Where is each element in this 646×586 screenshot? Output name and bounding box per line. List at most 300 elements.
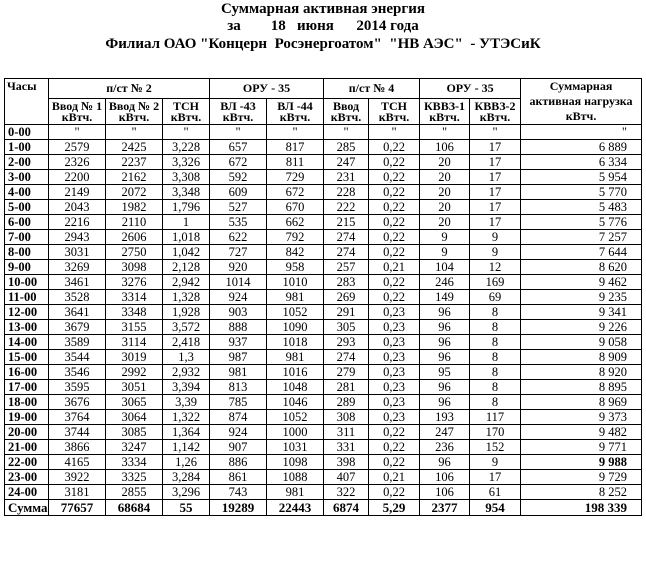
column-header-unit: кВтч.: [170, 109, 202, 124]
column-header: [267, 99, 324, 125]
value-cell: 0,22: [369, 155, 420, 170]
column-header-unit: кВтч.: [429, 109, 460, 124]
table-row: [5, 395, 642, 410]
value-cell: 3744: [49, 425, 106, 440]
total-cell: 8 252: [521, 485, 642, 500]
table-row: [5, 305, 642, 320]
table-row: [5, 335, 642, 350]
value-cell: ": [210, 125, 267, 140]
column-header-unit: кВтч.: [378, 109, 410, 124]
value-cell: 8: [470, 365, 521, 380]
value-cell: 281: [324, 380, 369, 395]
value-cell: 0,22: [369, 290, 420, 305]
value-cell: 3595: [49, 380, 106, 395]
value-cell: 3314: [106, 290, 163, 305]
column-header-name: КВВЗ-1: [423, 98, 466, 113]
value-cell: 743: [210, 485, 267, 500]
value-cell: 1016: [267, 365, 324, 380]
value-cell: 3247: [106, 440, 163, 455]
table-row: [5, 170, 642, 185]
value-cell: 68684: [106, 500, 163, 516]
value-cell: 3,572: [163, 320, 210, 335]
value-cell: 2162: [106, 170, 163, 185]
value-cell: 1088: [267, 470, 324, 485]
value-cell: 17: [470, 200, 521, 215]
value-cell: 0,23: [369, 350, 420, 365]
value-cell: 0,22: [369, 485, 420, 500]
value-cell: 657: [210, 140, 267, 155]
table-row: [5, 260, 642, 275]
value-cell: 3679: [49, 320, 106, 335]
value-cell: 0,22: [369, 200, 420, 215]
sum-row: [5, 500, 642, 516]
hour-cell: 5-00: [5, 200, 49, 215]
value-cell: 247: [324, 155, 369, 170]
total-cell: 8 895: [521, 380, 642, 395]
table-row: [5, 185, 642, 200]
value-cell: 3764: [49, 410, 106, 425]
value-cell: 0,22: [369, 230, 420, 245]
value-cell: 20: [420, 215, 470, 230]
value-cell: 861: [210, 470, 267, 485]
value-cell: 96: [420, 380, 470, 395]
value-cell: 0,23: [369, 410, 420, 425]
value-cell: 1052: [267, 410, 324, 425]
value-cell: 285: [324, 140, 369, 155]
value-cell: 106: [420, 485, 470, 500]
value-cell: 311: [324, 425, 369, 440]
total-cell: 9 226: [521, 320, 642, 335]
total-cell: 198 339: [521, 500, 642, 516]
total-cell: 8 620: [521, 260, 642, 275]
value-cell: 17: [470, 215, 521, 230]
value-cell: 622: [210, 230, 267, 245]
hours-header: Часы: [5, 79, 49, 125]
value-cell: 874: [210, 410, 267, 425]
table-row: [5, 245, 642, 260]
hour-cell: 4-00: [5, 185, 49, 200]
total-header: Суммарная активная нагрузка кВтч.: [521, 79, 642, 125]
value-cell: 1010: [267, 275, 324, 290]
column-header: [369, 99, 420, 125]
value-cell: 888: [210, 320, 267, 335]
table-row: [5, 440, 642, 455]
value-cell: 274: [324, 350, 369, 365]
report-organization: Филиал ОАО "Концерн Росэнергоатом" "НВ АЭС" - УТЭСиК: [105, 36, 541, 52]
value-cell: 0,22: [369, 440, 420, 455]
value-cell: 2149: [49, 185, 106, 200]
column-header: [324, 99, 369, 125]
total-cell: 6 334: [521, 155, 642, 170]
value-cell: 842: [267, 245, 324, 260]
value-cell: 170: [470, 425, 521, 440]
value-cell: 8: [470, 380, 521, 395]
value-cell: 3589: [49, 335, 106, 350]
column-header-unit: кВтч.: [222, 109, 254, 124]
value-cell: 2579: [49, 140, 106, 155]
value-cell: 2200: [49, 170, 106, 185]
value-cell: 1,142: [163, 440, 210, 455]
value-cell: 77657: [49, 500, 106, 516]
value-cell: 2237: [106, 155, 163, 170]
value-cell: 785: [210, 395, 267, 410]
value-cell: 231: [324, 170, 369, 185]
total-cell: 9 058: [521, 335, 642, 350]
value-cell: 96: [420, 305, 470, 320]
value-cell: 592: [210, 170, 267, 185]
table-row: [5, 215, 642, 230]
column-header-unit: кВтч.: [61, 109, 93, 124]
value-cell: 672: [267, 185, 324, 200]
value-cell: 3031: [49, 245, 106, 260]
value-cell: 274: [324, 230, 369, 245]
value-cell: 12: [470, 260, 521, 275]
value-cell: 2943: [49, 230, 106, 245]
total-cell: 5 483: [521, 200, 642, 215]
value-cell: 305: [324, 320, 369, 335]
value-cell: 0,22: [369, 425, 420, 440]
value-cell: 2216: [49, 215, 106, 230]
hour-cell: 15-00: [5, 350, 49, 365]
value-cell: 3,296: [163, 485, 210, 500]
hour-cell: 11-00: [5, 290, 49, 305]
value-cell: 1031: [267, 440, 324, 455]
value-cell: 1,26: [163, 455, 210, 470]
value-cell: 3922: [49, 470, 106, 485]
column-header: [163, 99, 210, 125]
total-cell: 9 462: [521, 275, 642, 290]
value-cell: 0,22: [369, 170, 420, 185]
total-cell: 8 920: [521, 365, 642, 380]
value-cell: 3,284: [163, 470, 210, 485]
value-cell: 3325: [106, 470, 163, 485]
value-cell: 0,23: [369, 380, 420, 395]
value-cell: 8: [470, 335, 521, 350]
column-header-name: ТСН: [381, 98, 408, 113]
hour-cell: 2-00: [5, 155, 49, 170]
value-cell: 269: [324, 290, 369, 305]
table-row: [5, 380, 642, 395]
value-cell: 958: [267, 260, 324, 275]
value-cell: 291: [324, 305, 369, 320]
value-cell: 69: [470, 290, 521, 305]
column-header-name: Ввод № 1: [51, 98, 103, 113]
hour-cell: 0-00: [5, 125, 49, 140]
table-row: [5, 365, 642, 380]
value-cell: 20: [420, 185, 470, 200]
value-cell: 1982: [106, 200, 163, 215]
value-cell: 61: [470, 485, 521, 500]
value-cell: 3546: [49, 365, 106, 380]
value-cell: 0,23: [369, 335, 420, 350]
table-row: [5, 350, 642, 365]
value-cell: 954: [470, 500, 521, 516]
value-cell: 96: [420, 335, 470, 350]
value-cell: 20: [420, 200, 470, 215]
total-cell: 9 988: [521, 455, 642, 470]
value-cell: 817: [267, 140, 324, 155]
value-cell: 727: [210, 245, 267, 260]
value-cell: 17: [470, 470, 521, 485]
value-cell: 2,128: [163, 260, 210, 275]
value-cell: ": [49, 125, 106, 140]
value-cell: 3,308: [163, 170, 210, 185]
value-cell: 3051: [106, 380, 163, 395]
value-cell: 246: [420, 275, 470, 290]
value-cell: 981: [210, 365, 267, 380]
value-cell: 1046: [267, 395, 324, 410]
value-cell: 1052: [267, 305, 324, 320]
value-cell: 117: [470, 410, 521, 425]
group-header-oru35-b: ОРУ - 35: [420, 79, 521, 99]
value-cell: ": [420, 125, 470, 140]
value-cell: 169: [470, 275, 521, 290]
total-cell: 5 776: [521, 215, 642, 230]
total-cell: 9 235: [521, 290, 642, 305]
value-cell: 3641: [49, 305, 106, 320]
value-cell: ": [267, 125, 324, 140]
column-header: [106, 99, 163, 125]
value-cell: 0,23: [369, 365, 420, 380]
total-cell: 6 889: [521, 140, 642, 155]
value-cell: 2,942: [163, 275, 210, 290]
column-header: [470, 99, 521, 125]
total-cell: 9 341: [521, 305, 642, 320]
value-cell: 527: [210, 200, 267, 215]
value-cell: 4165: [49, 455, 106, 470]
value-cell: ": [470, 125, 521, 140]
value-cell: 96: [420, 455, 470, 470]
column-header-name: Ввод № 2: [108, 98, 160, 113]
hour-cell: 22-00: [5, 455, 49, 470]
value-cell: 19289: [210, 500, 267, 516]
value-cell: 22443: [267, 500, 324, 516]
value-cell: 3181: [49, 485, 106, 500]
total-cell: 9 373: [521, 410, 642, 425]
value-cell: 193: [420, 410, 470, 425]
total-cell: ": [521, 125, 642, 140]
value-cell: 1048: [267, 380, 324, 395]
hour-cell: 20-00: [5, 425, 49, 440]
column-header: [420, 99, 470, 125]
value-cell: 96: [420, 350, 470, 365]
total-cell: 8 969: [521, 395, 642, 410]
value-cell: 2043: [49, 200, 106, 215]
value-cell: 3085: [106, 425, 163, 440]
value-cell: 0,23: [369, 320, 420, 335]
table-body: [5, 125, 642, 516]
value-cell: 3276: [106, 275, 163, 290]
column-header-name: Ввод: [332, 98, 360, 113]
value-cell: 257: [324, 260, 369, 275]
value-cell: 17: [470, 185, 521, 200]
value-cell: 3098: [106, 260, 163, 275]
total-cell: 8 909: [521, 350, 642, 365]
value-cell: 2326: [49, 155, 106, 170]
value-cell: 9: [470, 245, 521, 260]
value-cell: 1: [163, 215, 210, 230]
table-row: [5, 275, 642, 290]
value-cell: 247: [420, 425, 470, 440]
value-cell: 55: [163, 500, 210, 516]
value-cell: 2606: [106, 230, 163, 245]
value-cell: 3866: [49, 440, 106, 455]
value-cell: 1000: [267, 425, 324, 440]
value-cell: 3114: [106, 335, 163, 350]
value-cell: 535: [210, 215, 267, 230]
value-cell: 3348: [106, 305, 163, 320]
hour-cell: 17-00: [5, 380, 49, 395]
hour-cell: 19-00: [5, 410, 49, 425]
value-cell: 811: [267, 155, 324, 170]
hour-cell: 12-00: [5, 305, 49, 320]
value-cell: 96: [420, 395, 470, 410]
value-cell: 937: [210, 335, 267, 350]
column-header: [49, 99, 106, 125]
hour-cell: 14-00: [5, 335, 49, 350]
hour-cell: 8-00: [5, 245, 49, 260]
value-cell: 9: [420, 245, 470, 260]
value-cell: 981: [267, 290, 324, 305]
value-cell: 981: [267, 485, 324, 500]
value-cell: 1,796: [163, 200, 210, 215]
value-cell: 0,21: [369, 260, 420, 275]
value-cell: 9: [470, 455, 521, 470]
value-cell: 3,348: [163, 185, 210, 200]
value-cell: 2425: [106, 140, 163, 155]
value-cell: 0,21: [369, 470, 420, 485]
value-cell: 407: [324, 470, 369, 485]
value-cell: 3064: [106, 410, 163, 425]
value-cell: 5,29: [369, 500, 420, 516]
value-cell: 152: [470, 440, 521, 455]
value-cell: 289: [324, 395, 369, 410]
table-row: [5, 410, 642, 425]
value-cell: 1098: [267, 455, 324, 470]
value-cell: 987: [210, 350, 267, 365]
value-cell: 0,22: [369, 215, 420, 230]
value-cell: 331: [324, 440, 369, 455]
value-cell: 907: [210, 440, 267, 455]
table-row: [5, 155, 642, 170]
hour-cell: 6-00: [5, 215, 49, 230]
hour-cell: 13-00: [5, 320, 49, 335]
hour-cell: 10-00: [5, 275, 49, 290]
group-header-ps4: п/ст № 4: [324, 79, 420, 99]
value-cell: 813: [210, 380, 267, 395]
table-row: [5, 455, 642, 470]
value-cell: 0,23: [369, 305, 420, 320]
hour-cell: 7-00: [5, 230, 49, 245]
value-cell: 1018: [267, 335, 324, 350]
value-cell: 2992: [106, 365, 163, 380]
value-cell: 8: [470, 350, 521, 365]
value-cell: 3,394: [163, 380, 210, 395]
value-cell: 924: [210, 290, 267, 305]
hour-cell: 24-00: [5, 485, 49, 500]
total-cell: 7 257: [521, 230, 642, 245]
table-row: [5, 230, 642, 245]
value-cell: 3065: [106, 395, 163, 410]
value-cell: 2377: [420, 500, 470, 516]
value-cell: 104: [420, 260, 470, 275]
value-cell: 1,364: [163, 425, 210, 440]
hour-cell: 18-00: [5, 395, 49, 410]
value-cell: 95: [420, 365, 470, 380]
value-cell: 729: [267, 170, 324, 185]
value-cell: 279: [324, 365, 369, 380]
value-cell: 274: [324, 245, 369, 260]
value-cell: 981: [267, 350, 324, 365]
value-cell: 293: [324, 335, 369, 350]
value-cell: ": [106, 125, 163, 140]
column-header-name: КВВЗ-2: [474, 98, 516, 113]
hour-cell: 21-00: [5, 440, 49, 455]
value-cell: 1090: [267, 320, 324, 335]
value-cell: 308: [324, 410, 369, 425]
value-cell: 1,042: [163, 245, 210, 260]
table-row: [5, 140, 642, 155]
value-cell: 924: [210, 425, 267, 440]
group-header-ps2: п/ст № 2: [49, 79, 210, 99]
value-cell: 3,39: [163, 395, 210, 410]
value-cell: 1,928: [163, 305, 210, 320]
value-cell: 3334: [106, 455, 163, 470]
value-cell: 2072: [106, 185, 163, 200]
value-cell: 3155: [106, 320, 163, 335]
value-cell: 8: [470, 395, 521, 410]
hour-cell: 23-00: [5, 470, 49, 485]
value-cell: 3,228: [163, 140, 210, 155]
table-row: [5, 320, 642, 335]
total-cell: 5 954: [521, 170, 642, 185]
group-header-oru35-a: ОРУ - 35: [210, 79, 324, 99]
value-cell: 886: [210, 455, 267, 470]
sum-label: Сумма: [5, 500, 49, 516]
value-cell: 0,22: [369, 185, 420, 200]
value-cell: 236: [420, 440, 470, 455]
hour-cell: 9-00: [5, 260, 49, 275]
column-header-unit: кВтч.: [330, 109, 362, 124]
value-cell: 2750: [106, 245, 163, 260]
value-cell: 322: [324, 485, 369, 500]
value-cell: 8: [470, 305, 521, 320]
table-row: [5, 425, 642, 440]
value-cell: 96: [420, 320, 470, 335]
column-header-name: ТСН: [172, 98, 199, 113]
total-cell: 7 644: [521, 245, 642, 260]
table-row: [5, 470, 642, 485]
value-cell: 3269: [49, 260, 106, 275]
value-cell: 8: [470, 320, 521, 335]
value-cell: 17: [470, 155, 521, 170]
value-cell: 903: [210, 305, 267, 320]
table-row: [5, 485, 642, 500]
value-cell: 1,322: [163, 410, 210, 425]
value-cell: ": [163, 125, 210, 140]
value-cell: 920: [210, 260, 267, 275]
value-cell: 0,22: [369, 140, 420, 155]
report-date: за 18 июня 2014 года: [227, 18, 419, 34]
value-cell: 222: [324, 200, 369, 215]
value-cell: 672: [210, 155, 267, 170]
column-header-unit: кВтч.: [118, 109, 150, 124]
value-cell: 3544: [49, 350, 106, 365]
value-cell: 662: [267, 215, 324, 230]
value-cell: 9: [470, 230, 521, 245]
value-cell: 2110: [106, 215, 163, 230]
value-cell: 2855: [106, 485, 163, 500]
